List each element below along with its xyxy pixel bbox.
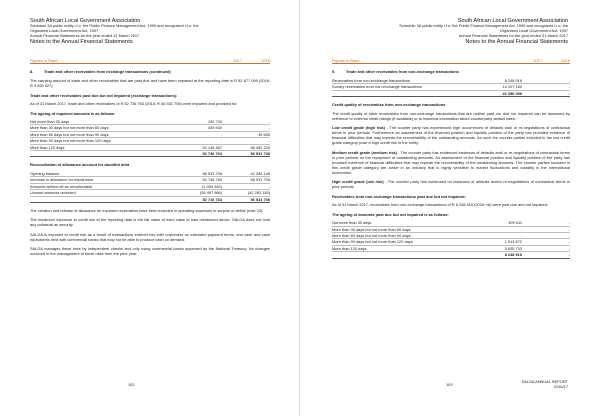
row-label: Not more than 30 days xyxy=(30,119,180,125)
grade-label: High credit grade (low risk) xyxy=(332,179,384,185)
paragraph: The maximum exposure to credit risk at the reporting date is the fair value of each class of loan mentioned above. SALGA does not hold any collateral as security. xyxy=(30,217,270,228)
total-row xyxy=(30,196,270,202)
paragraph: SALGA is exposed to credit risk as a result of transactions entered into with customers on extended payment terms, and cash and cash equivalents held with commercial banks that may not be able to produce cash on demand. xyxy=(30,231,270,242)
total-2017: 52 716 763 xyxy=(180,196,232,202)
total-2016: - xyxy=(532,90,570,96)
figures-label: Figures in Rand xyxy=(332,58,360,63)
figures-label: Figures in Rand xyxy=(30,58,58,63)
ageing-title: The ageing of impaired amounts is as follows: xyxy=(30,110,116,116)
paragraph: The creation and release of allowance for impaired receivables have been included in operating expenses in surplus or deficit (note 23). xyxy=(30,207,264,213)
right-content xyxy=(332,69,570,264)
paragraph: The carrying amount of trade and other receivables that are past due and have been impaired at the reporting date is R 52 877 069 (2016: R 3 095 527). xyxy=(30,78,270,88)
value-2017: 52 146 467 xyxy=(180,144,232,150)
year-bar xyxy=(332,58,570,64)
total-2016: 56 531 706 xyxy=(232,151,270,157)
year-current: 2017 xyxy=(533,58,542,63)
org-name: South African Local Government Association xyxy=(30,18,141,24)
subheading: Trade and other receivables past due but not impaired (exchange transactions): xyxy=(30,92,178,98)
value-2017: 52 736 763 xyxy=(180,177,232,183)
value-2017: (1 054 340) xyxy=(180,183,232,189)
grade-text: - The counter party has evidenced no instances of defaults and/or re-negotiations of contractual terms in prior periods. xyxy=(332,179,570,190)
value-2016: - xyxy=(532,239,570,245)
header-line-3: Annual Financial Statements for the year ended 31 March 2017 xyxy=(458,33,568,39)
subheading: Receivables from non-exchange transactions past due but not impaired: xyxy=(332,193,466,199)
value-2016: - xyxy=(232,138,270,144)
row-label: Opening balance xyxy=(30,171,180,177)
ageing-table xyxy=(30,119,270,157)
row-label: Unused amounts reversed xyxy=(30,190,180,196)
row-label: More than 60 days but not more than 90 days xyxy=(30,131,180,137)
year-prior: 2016 xyxy=(561,58,570,63)
value-2016: 56 531 706 xyxy=(232,177,270,183)
total-row xyxy=(332,90,570,96)
header-line-3: Annual Financial Statements for the year ended 31 March 2017 xyxy=(30,33,140,39)
paragraph: SALGA manages these risks by independent checks and only using commercial banks approved by the National Treasury. No changes occurred in the management of these risks from the prior year. xyxy=(30,246,270,257)
total-row xyxy=(332,252,570,258)
value-2016: - xyxy=(232,183,270,189)
paragraph xyxy=(332,179,570,189)
value-2016: - xyxy=(532,84,570,90)
page-header xyxy=(30,18,199,45)
org-name: South African Local Government Association xyxy=(457,18,568,24)
page-header xyxy=(399,18,568,45)
paragraph: The credit quality of other receivables from non-exchange transactions that are neither past nor due nor impaired can be assessed by reference to external credit ratings (if available) or to historical information about counterparty default rates: xyxy=(332,110,570,121)
total-2016: 56 531 706 xyxy=(232,196,270,202)
value-2017: 499 511 xyxy=(480,220,532,226)
paragraph: As of 31 March 2017, receivables from non-exchange transactions of R 8 248 916 (2016: nil) were past due and not impaired: xyxy=(332,202,549,208)
year-current: 2017 xyxy=(233,58,242,63)
notes-title: Notes to the Annual Financial Statements xyxy=(30,38,133,45)
value-2017: - xyxy=(180,131,232,137)
paragraph xyxy=(332,150,570,175)
recon-title: Reconciliation of allowance account for doubtful debt xyxy=(30,162,130,168)
header-line-2: Organised Local Government Act, 1997 xyxy=(30,28,99,34)
grade-text: - The counter party has evidenced instances of defaults and/ or re-negotiations of contractual terms in prior periods on the repayment of outstanding amounts. An assessment of the financial position and liquidity position of the party has provided evidence of financial difficulties that may impede the recoverability of the outstanding amounts. The counter parties included in this credit grade category are active in an industry that is highly sensitive to market fluctuations and volatility in the international economies. xyxy=(332,149,570,175)
row-label: More than 90 days but not more than 120 days xyxy=(30,138,180,144)
row-label: More than 120 days xyxy=(30,144,180,150)
value-2016: - xyxy=(532,245,570,251)
brand-line-1: SALGA ANNUAL REPORT xyxy=(521,379,568,384)
total-2017: 52 736 763 xyxy=(180,151,232,157)
brand-line-2: 2016/17 xyxy=(553,383,568,389)
value-2017: 1 913 672 xyxy=(480,239,532,245)
left-content xyxy=(30,69,270,261)
grade-label: Low credit grade (high risk) xyxy=(332,125,385,131)
value-2017: 150 730 xyxy=(180,119,232,125)
row-label: Receivables from non-exchange transactions xyxy=(332,78,480,84)
receivables-table xyxy=(332,78,570,97)
subheading: Credit quality of receivables from non-exchange transactions xyxy=(332,102,446,108)
total-2017: 8 248 916 xyxy=(480,252,532,258)
value-2017: 14 107 180 xyxy=(480,84,532,90)
page-number: 103 xyxy=(446,382,453,387)
grade-text: - The counter party has experienced high occurrences of defaults and/ or re-negotiations of contractual terms in prior periods. Furthermore an assessment of the financial position and liquidity position of the party has provided evidence of financial difficulties that may impede the recoverability of the outstanding amounts. As such the counter parties included in the low credit grade category pose a high credit risk to the entity. xyxy=(332,125,570,146)
value-2017: - xyxy=(180,138,232,144)
section-title: Trade and other receivables from non-exchange transactions xyxy=(346,69,459,74)
paragraph: As of 31 March 2017, trade and other receivables of R 52 736 763 (2016: R 56 531 706) were impaired and provided for. xyxy=(30,101,238,106)
row-label: More than 120 days xyxy=(332,245,480,251)
value-2016: - xyxy=(232,119,270,125)
row-label: Sundry receivables from non-exchange transactions xyxy=(332,84,480,90)
row-label: Not more than 30 days xyxy=(332,220,480,226)
section-heading xyxy=(332,69,570,74)
total-2017: 22 356 096 xyxy=(480,90,532,96)
value-2017: - xyxy=(480,233,532,239)
value-2017: (55 497 566) xyxy=(180,190,232,196)
header-line-2: Organised Local Government Act, 1997 xyxy=(499,28,568,34)
value-2016: 56 482 203 xyxy=(232,144,270,150)
page-number: 102 xyxy=(128,382,135,387)
value-2016: (42 283 145) xyxy=(232,190,270,196)
notes-title: Notes to the Annual Financial Statements xyxy=(465,38,568,45)
total-row xyxy=(30,151,270,157)
value-2016: - xyxy=(532,226,570,232)
row-label: More than 30 days but not more than 60 days xyxy=(30,125,180,131)
year-prior: 2016 xyxy=(261,58,270,63)
recon-table xyxy=(30,171,270,203)
row-label: Amounts written-off as uncollectable xyxy=(30,183,180,189)
value-2016: 42 283 145 xyxy=(232,171,270,177)
value-2016: 49 505 xyxy=(232,131,270,137)
value-2016: - xyxy=(532,220,570,226)
ageing-title: The ageing of amounts past due but not impaired is as follows: xyxy=(332,211,449,217)
ageing-table xyxy=(332,220,570,258)
section-heading xyxy=(30,69,270,74)
value-2017: 5 835 733 xyxy=(480,245,532,251)
section-number: 8. xyxy=(30,69,34,74)
right-page xyxy=(300,0,600,416)
value-2017: - xyxy=(480,226,532,232)
value-2016: - xyxy=(232,125,270,131)
total-2016: - xyxy=(532,252,570,258)
value-2017: 56 531 706 xyxy=(180,171,232,177)
header-line-1: Schedule 3A public entity i.t.o. the Public Finance Management Act, 1999 and recognised i.t.o. the xyxy=(30,23,199,29)
year-bar xyxy=(30,58,270,64)
section-title: Trade and other receivables from exchange transactions (continued) xyxy=(44,69,171,74)
grade-label: Medium credit grade (medium risk) xyxy=(332,149,397,155)
report-brand xyxy=(522,380,569,390)
row-label: More than 30 days but not more than 60 days xyxy=(332,226,480,232)
section-number: 9. xyxy=(332,69,336,74)
value-2017: 439 940 xyxy=(180,125,232,131)
row-label: More than 90 days but not more than 120 days xyxy=(332,239,480,245)
row-label: More than 60 days but not more than 90 days xyxy=(332,233,480,239)
row-label: Increase in allowance for impairment xyxy=(30,177,180,183)
paragraph xyxy=(332,125,570,145)
value-2017: 8 248 916 xyxy=(480,78,532,84)
value-2016: - xyxy=(532,233,570,239)
header-line-1: Schedule 3A public entity i.t.o. the Public Finance Management Act, 1999 and recognised i.t.o. the xyxy=(399,23,568,29)
value-2016: - xyxy=(532,78,570,84)
